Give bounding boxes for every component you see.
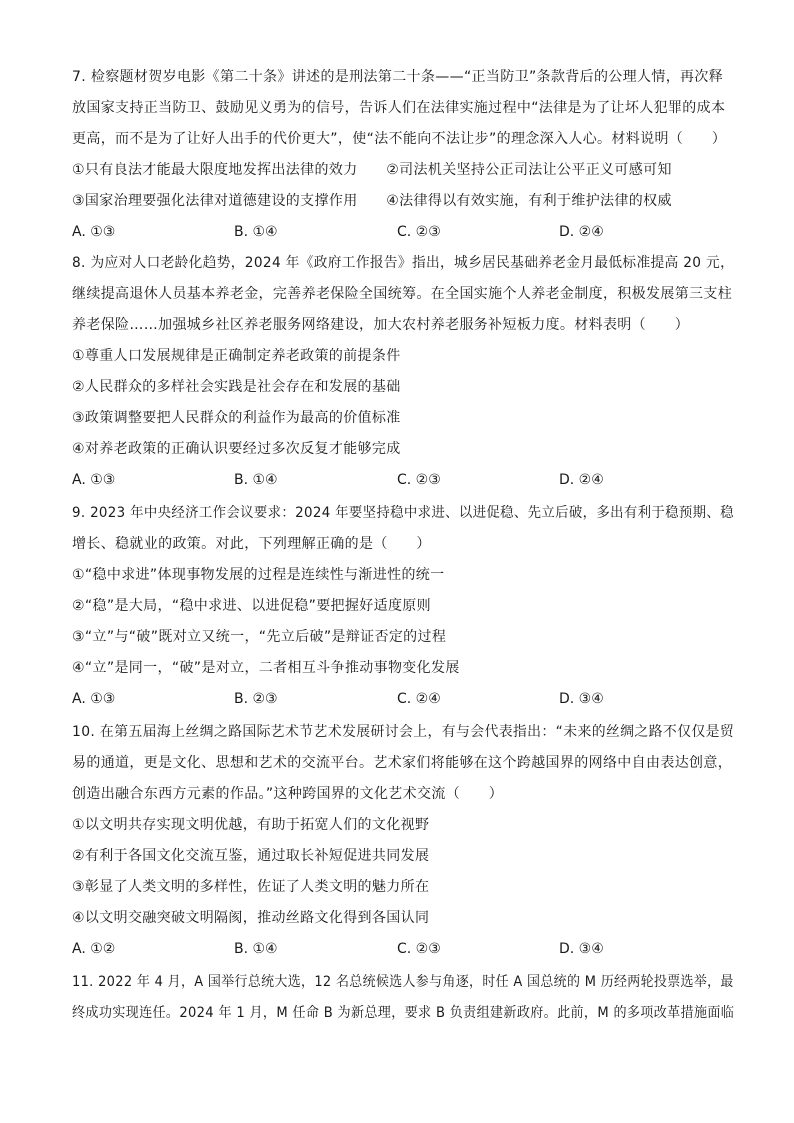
q9-statement-2: ②“稳”是大局，“稳中求进、以进促稳”要把握好适度原则: [72, 598, 432, 614]
q8-stem-line-3: 养老保险……加强城乡社区养老服务网络建设，加大农村养老服务补短板力度。材料表明（ ）: [72, 317, 690, 333]
q11-stem-line-1: 11. 2022 年 4 月，A 国举行总统大选，12 名总统候选人参与角逐，时任 A 国总统的 M 历经两轮投票选举，最: [72, 974, 734, 990]
q7-statements-1-2: ①只有良法才能最大限度地发挥出法律的效力 ②司法机关坚持公正司法让公平正义可感可知: [72, 162, 672, 178]
q11-stem-line-2: 终成功实现连任。2024 年 1 月，M 任命 B 为新总理，要求 B 负责组建新政府。此前，M 的多项改革措施面临: [72, 1005, 735, 1021]
q8-option-d[interactable]: D. ②④: [559, 472, 604, 488]
q8-stem-line-1: 8. 为应对人口老龄化趋势，2024 年《政府工作报告》指出，城乡居民基础养老金月最低标准提高 20 元，: [72, 255, 735, 271]
q10-stem-line-3: 创造出融合东西方元素的作品。”这种跨国界的文化艺术交流（ ）: [72, 786, 504, 802]
q8-statement-2: ②人民群众的多样社会实践是社会存在和发展的基础: [72, 379, 401, 395]
q8-statement-4: ④对养老政策的正确认识要经过多次反复才能够完成: [72, 441, 401, 457]
q8-statement-1: ①尊重人口发展规律是正确制定养老政策的前提条件: [72, 348, 401, 364]
q10-option-d[interactable]: D. ③④: [559, 941, 604, 957]
q7-stem-line-3: 更高，而不是为了让好人出手的代价更大”，使“法不能向不法让步”的理念深入人心。材料说明（ ）: [72, 131, 727, 147]
q9-option-a[interactable]: A. ①③: [72, 691, 116, 707]
q10-option-a[interactable]: A. ①②: [72, 941, 116, 957]
q9-statement-1: ①“稳中求进”体现事物发展的过程是连续性与渐进性的统一: [72, 567, 445, 583]
q7-option-a[interactable]: A. ①③: [72, 224, 116, 240]
q10-statement-2: ②有利于各国文化交流互鉴，通过取长补短促进共同发展: [72, 848, 430, 864]
q9-stem-line-1: 9. 2023 年中央经济工作会议要求：2024 年要坚持稳中求进、以进促稳、先立后破，多出有利于稳预期、稳: [72, 505, 734, 521]
q7-stem-line-1: 7. 检察题材贺岁电影《第二十条》讲述的是刑法第二十条——“正当防卫”条款背后的公理人情，再次释: [72, 69, 724, 85]
q8-option-b[interactable]: B. ①④: [234, 472, 278, 488]
q10-statement-1: ①以文明共存实现文明优越，有助于拓宽人们的文化视野: [72, 817, 430, 833]
q9-option-d[interactable]: D. ③④: [559, 691, 604, 707]
q9-statement-3: ③“立”与“破”既对立又统一，“先立后破”是辩证否定的过程: [72, 629, 447, 645]
q8-option-c[interactable]: C. ②③: [397, 472, 441, 488]
q7-option-d[interactable]: D. ②④: [559, 224, 604, 240]
q10-statement-3: ③彰显了人类文明的多样性，佐证了人类文明的魅力所在: [72, 879, 430, 895]
q9-stem-line-2: 增长、稳就业的政策。对此，下列理解正确的是（ ）: [72, 536, 431, 552]
q8-option-a[interactable]: A. ①③: [72, 472, 116, 488]
q7-option-c[interactable]: C. ②③: [397, 224, 441, 240]
q10-stem-line-2: 易的通道，更是文化、思想和艺术的交流平台。艺术家们将能够在这个跨越国界的网络中自由表达创意，: [72, 755, 733, 771]
q10-statement-4: ④以文明交融突破文明隔阂，推动丝路文化得到各国认同: [72, 910, 430, 926]
q7-option-b[interactable]: B. ①④: [234, 224, 278, 240]
q10-stem-line-1: 10. 在第五届海上丝绸之路国际艺术节艺术发展研讨会上，有与会代表指出：“未来的丝绸之路不仅仅是贸: [72, 724, 735, 740]
q9-statement-4: ④“立”是同一，“破”是对立，二者相互斗争推动事物变化发展: [72, 660, 460, 676]
q8-statement-3: ③政策调整要把人民群众的利益作为最高的价值标准: [72, 410, 401, 426]
q9-option-c[interactable]: C. ②④: [397, 691, 441, 707]
q9-option-b[interactable]: B. ②③: [234, 691, 278, 707]
q7-stem-line-2: 放国家支持正当防卫、鼓励见义勇为的信号，告诉人们在法律实施过程中“法律是为了让坏人犯罪的成本: [72, 100, 726, 116]
q7-statements-3-4: ③国家治理要强化法律对道德建设的支撑作用 ④法律得以有效实施，有利于维护法律的权威: [72, 193, 672, 209]
q8-stem-line-2: 继续提高退休人员基本养老金，完善养老保险全国统筹。在全国实施个人养老金制度，积极发展第三支柱: [72, 286, 733, 302]
q10-option-b[interactable]: B. ①④: [234, 941, 278, 957]
q10-option-c[interactable]: C. ②③: [397, 941, 441, 957]
